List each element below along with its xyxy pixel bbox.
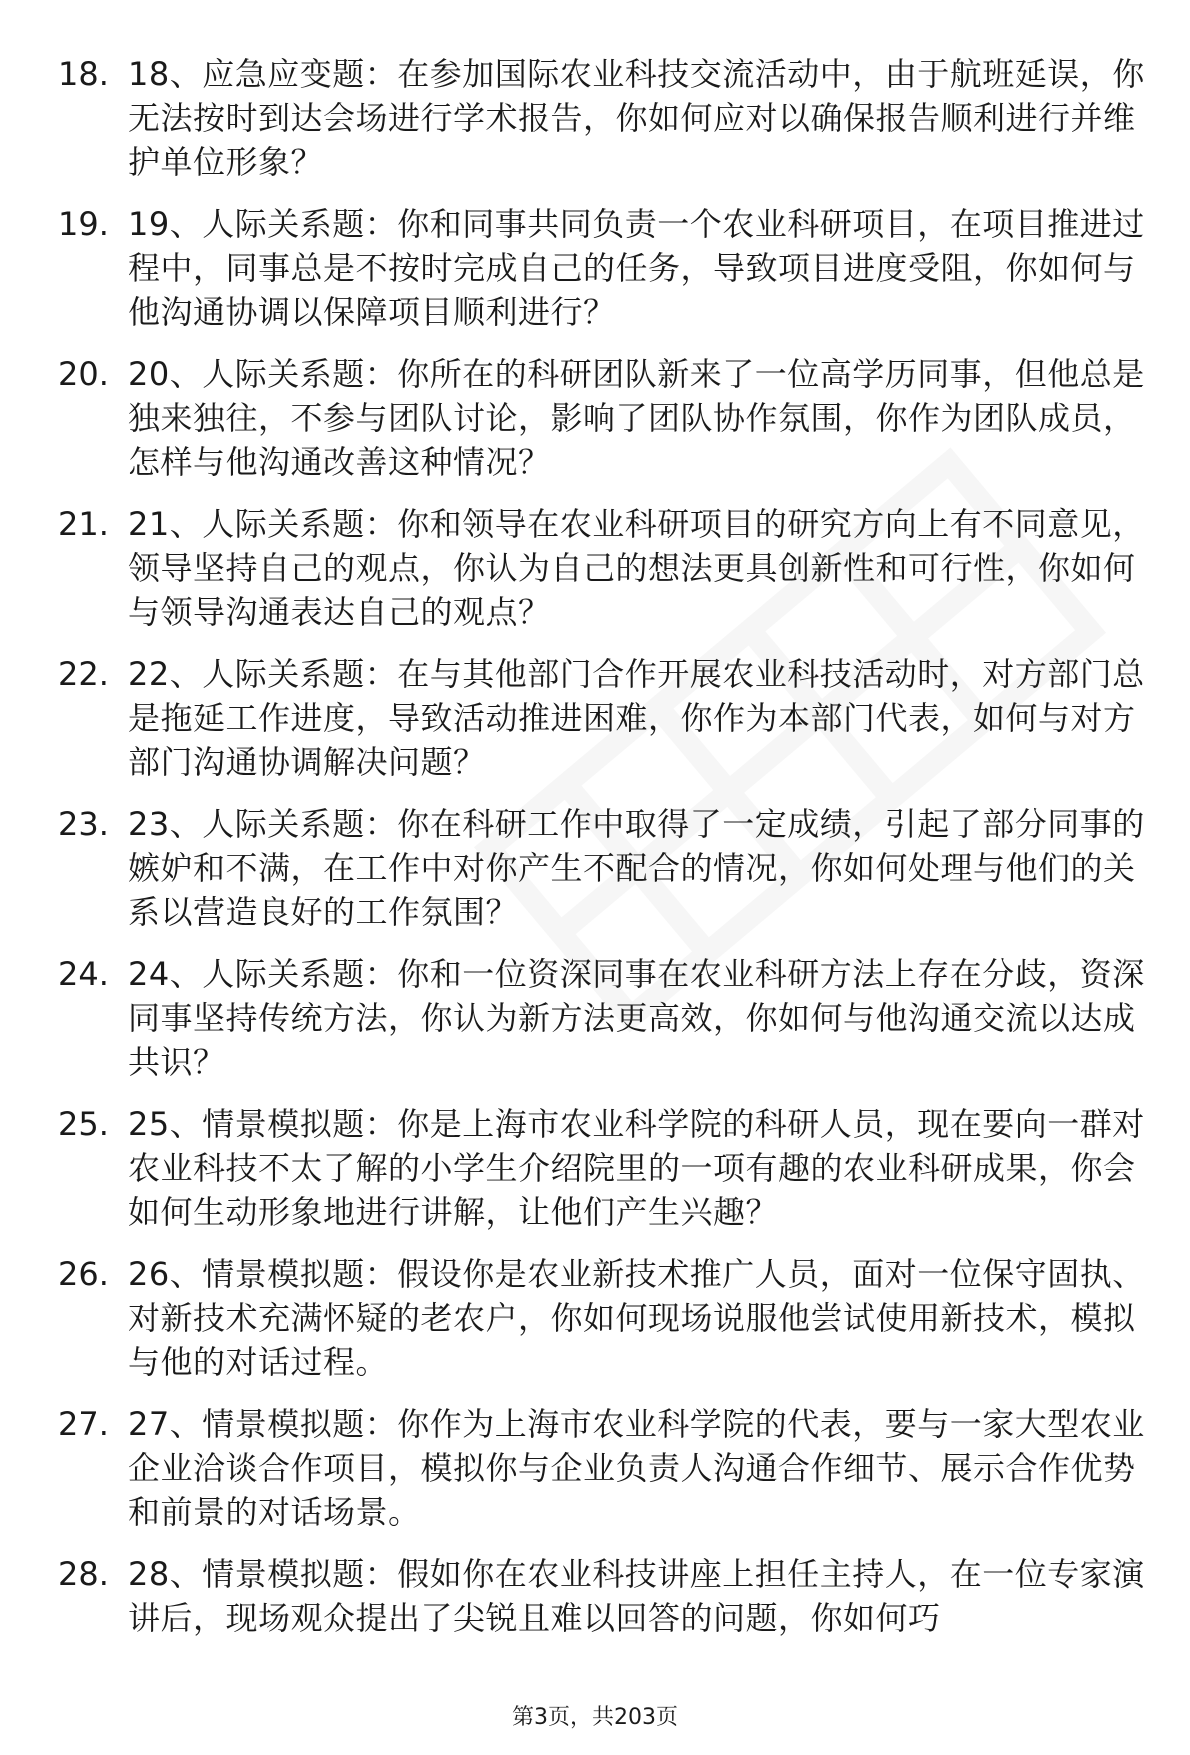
question-number: 27. bbox=[58, 1405, 109, 1443]
list-item bbox=[58, 52, 1148, 184]
question-number: 24. bbox=[58, 955, 109, 993]
question-text: 23、人际关系题：你在科研工作中取得了一定成绩，引起了部分同事的嫉妒和不满，在工作中对你产生不配合的情况，你如何处理与他们的关系以营造良好的工作氛围？ bbox=[128, 805, 1145, 931]
question-number: 26. bbox=[58, 1255, 109, 1293]
list-item bbox=[58, 802, 1148, 934]
question-number: 21. bbox=[58, 505, 109, 543]
question-text: 20、人际关系题：你所在的科研团队新来了一位高学历同事，但他总是独来独往，不参与团队讨论，影响了团队协作氛围，你作为团队成员，怎样与他沟通改善这种情况？ bbox=[128, 355, 1145, 481]
list-item bbox=[58, 1102, 1148, 1234]
list-item bbox=[58, 952, 1148, 1084]
question-number: 22. bbox=[58, 655, 109, 693]
question-number: 19. bbox=[58, 205, 109, 243]
question-text: 18、应急应变题：在参加国际农业科技交流活动中，由于航班延误，你无法按时到达会场进行学术报告，你如何应对以确保报告顺利进行并维护单位形象？ bbox=[128, 55, 1145, 181]
list-item bbox=[58, 202, 1148, 334]
question-text: 21、人际关系题：你和领导在农业科研项目的研究方向上有不同意见，领导坚持自己的观点，你认为自己的想法更具创新性和可行性，你如何与领导沟通表达自己的观点？ bbox=[128, 505, 1145, 631]
list-item bbox=[58, 1552, 1148, 1640]
list-item bbox=[58, 502, 1148, 634]
question-number: 23. bbox=[58, 805, 109, 843]
list-item bbox=[58, 652, 1148, 784]
list-item bbox=[58, 1252, 1148, 1384]
question-list bbox=[58, 52, 1148, 1658]
question-number: 28. bbox=[58, 1555, 109, 1593]
list-item bbox=[58, 352, 1148, 484]
question-text: 27、情景模拟题：你作为上海市农业科学院的代表，要与一家大型农业企业洽谈合作项目，模拟你与企业负责人沟通合作细节、展示合作优势和前景的对话场景。 bbox=[128, 1405, 1145, 1531]
page-footer: 第3页，共203页 bbox=[512, 1705, 678, 1730]
question-number: 18. bbox=[58, 55, 109, 93]
question-number: 25. bbox=[58, 1105, 109, 1143]
question-text: 25、情景模拟题：你是上海市农业科学院的科研人员，现在要向一群对农业科技不太了解的小学生介绍院里的一项有趣的农业科研成果，你会如何生动形象地进行讲解，让他们产生兴趣？ bbox=[128, 1105, 1145, 1231]
question-text: 24、人际关系题：你和一位资深同事在农业科研方法上存在分歧，资深同事坚持传统方法，你认为新方法更高效，你如何与他沟通交流以达成共识？ bbox=[128, 955, 1145, 1081]
list-item bbox=[58, 1402, 1148, 1534]
question-text: 26、情景模拟题：假设你是农业新技术推广人员，面对一位保守固执、对新技术充满怀疑的老农户，你如何现场说服他尝试使用新技术，模拟与他的对话过程。 bbox=[128, 1255, 1145, 1381]
question-text: 22、人际关系题：在与其他部门合作开展农业科技活动时，对方部门总是拖延工作进度，导致活动推进困难，你作为本部门代表，如何与对方部门沟通协调解决问题？ bbox=[128, 655, 1145, 781]
question-text: 19、人际关系题：你和同事共同负责一个农业科研项目，在项目推进过程中，同事总是不按时完成自己的任务，导致项目进度受阻，你如何与他沟通协调以保障项目顺利进行？ bbox=[128, 205, 1145, 331]
question-text: 28、情景模拟题：假如你在农业科技讲座上担任主持人，在一位专家演讲后，现场观众提出了尖锐且难以回答的问题，你如何巧 bbox=[128, 1555, 1145, 1637]
question-number: 20. bbox=[58, 355, 109, 393]
